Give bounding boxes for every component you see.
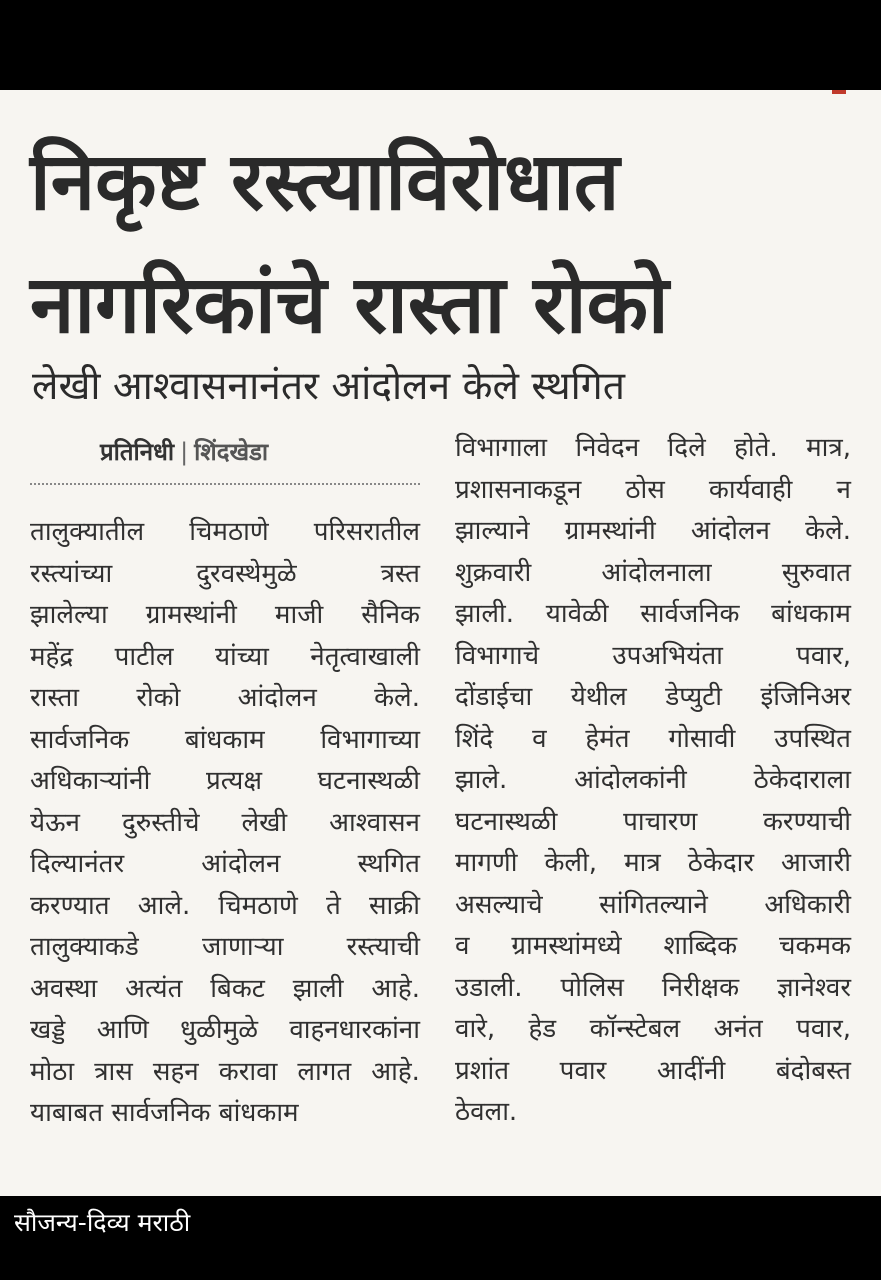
headline-line-1: निकृष्ट रस्त्याविरोधात xyxy=(30,135,620,228)
byline-place: शिंदखेडा xyxy=(194,438,269,466)
article-line: मोठा त्रास सहन करावा लागत आहे. xyxy=(30,1056,420,1087)
byline xyxy=(100,435,268,469)
article-line: घटनास्थळी पाचारण करण्याची xyxy=(455,806,851,837)
article-line: मागणी केली, मात्र ठेकेदार आजारी xyxy=(455,848,851,878)
article-line: विभागाचे उपअभियंता पवार, xyxy=(455,640,851,671)
top-black-bar xyxy=(0,0,881,90)
article-line: रस्त्यांच्या दुरवस्थेमुळे त्रस्त xyxy=(30,558,420,589)
subheadline: लेखी आश्वासनानंतर आंदोलन केले स्थगित xyxy=(32,364,625,409)
article-line: दोंडाईचा येथील डेप्युटी इंजिनिअर xyxy=(455,682,851,712)
article-line: खड्डे आणि धुळीमुळे वाहनधारकांना xyxy=(30,1015,420,1045)
article-line: महेंद्र पाटील यांच्या नेतृत्वाखाली xyxy=(30,641,420,672)
byline-separator: | xyxy=(180,438,189,466)
article-line: अवस्था अत्यंत बिकट झाली आहे. xyxy=(30,973,420,1004)
article-line: दिल्यानंतर आंदोलन स्थगित xyxy=(30,849,420,879)
caption-bar xyxy=(0,1196,881,1280)
article-line: ठेवला. xyxy=(455,1097,518,1127)
article-line: झाली. यावेळी सार्वजनिक बांधकाम xyxy=(455,599,851,629)
article-line: तालुक्यातील चिमठाणे परिसरातील xyxy=(30,517,420,547)
article-line: अधिकाऱ्यांनी प्रत्यक्ष घटनास्थळी xyxy=(30,766,420,796)
article-line: झालेल्या ग्रामस्थांनी माजी सैनिक xyxy=(30,600,420,630)
article-line: वारे, हेड कॉन्स्टेबल अनंत पवार, xyxy=(455,1014,851,1044)
article-column-left xyxy=(30,512,420,1135)
article-line: प्रशांत पवार आदींनी बंदोबस्त xyxy=(455,1055,851,1086)
headline-line-2: नागरिकांचे रास्ता रोको xyxy=(30,258,669,351)
article-line: याबाबत सार्वजनिक बांधकाम xyxy=(30,1098,299,1128)
article-line: असल्याचे सांगितल्याने अधिकारी xyxy=(455,889,851,920)
article-line: उडाली. पोलिस निरीक्षक ज्ञानेश्वर xyxy=(455,972,851,1003)
article-column-right xyxy=(455,428,851,1134)
article-line: करण्यात आले. चिमठाणे ते साक्री xyxy=(30,890,420,921)
byline-divider xyxy=(30,483,420,485)
newspaper-clipping xyxy=(0,90,881,1196)
article-line: शिंदे व हेमंत गोसावी उपस्थित xyxy=(455,723,851,754)
article-line: सार्वजनिक बांधकाम विभागाच्या xyxy=(30,724,420,755)
article-line: शुक्रवारी आंदोलनाला सुरुवात xyxy=(455,557,851,588)
source-caption: सौजन्य-दिव्य मराठी xyxy=(14,1208,191,1237)
article-line: प्रशासनाकडून ठोस कार्यवाही न xyxy=(455,474,851,505)
article-line: विभागाला निवेदन दिले होते. मात्र, xyxy=(455,433,851,463)
article-line: झाले. आंदोलकांनी ठेकेदाराला xyxy=(455,765,851,795)
article-line: तालुक्याकडे जाणाऱ्या रस्त्याची xyxy=(30,932,420,962)
article-line: येऊन दुरुस्तीचे लेखी आश्वासन xyxy=(30,807,420,838)
article-line: झाल्याने ग्रामस्थांनी आंदोलन केले. xyxy=(455,516,851,546)
red-accent-mark xyxy=(832,90,846,94)
byline-reporter: प्रतिनिधी xyxy=(100,438,175,466)
article-line: रास्ता रोको आंदोलन केले. xyxy=(30,683,420,713)
article-line: व ग्रामस्थांमध्ये शाब्दिक चकमक xyxy=(455,931,851,961)
